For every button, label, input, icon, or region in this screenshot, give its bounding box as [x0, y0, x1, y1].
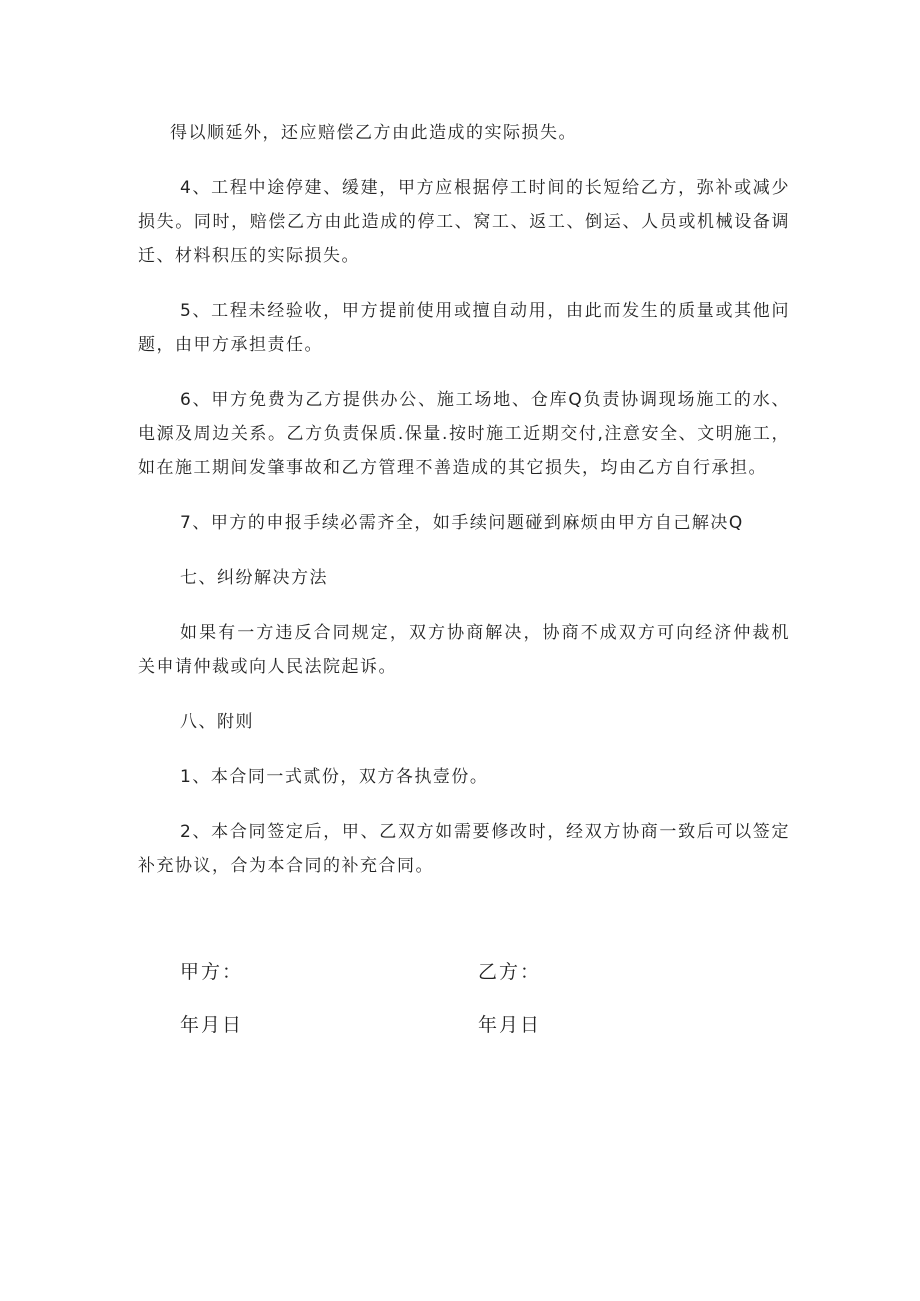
party-a-date: 年月日: [180, 1014, 244, 1036]
clause-4: 4、工程中途停建、缓建，甲方应根据停工时间的长短给乙方，弥补或减少损失。同时，赔偿乙方由此造成的停工、窝工、返工、倒运、人员或机械设备调迁、材料积压的实际损失。: [138, 178, 790, 266]
signature-date-row: [180, 1010, 600, 1063]
section-heading-dispute: 七、纠纷解决方法: [180, 568, 328, 588]
appendix-clause-1: 1、本合同一式贰份，双方各执壹份。: [180, 767, 489, 787]
section-heading-appendix: 八、附则: [180, 712, 254, 732]
signature-block: [180, 957, 600, 1063]
contract-body: [138, 116, 790, 883]
clause-7: 7、甲方的申报手续必需齐全，如手续问题碰到麻烦由甲方自己解决Q: [180, 513, 744, 533]
signature-party-row: [180, 957, 600, 1010]
appendix-clause-2: 2、本合同签定后，甲、乙双方如需要修改时，经双方协商一致后可以签定补充协议，合为本合同的补充合同。: [138, 822, 790, 876]
dispute-paragraph: 如果有一方违反合同规定，双方协商解决，协商不成双方可向经济仲裁机关申请仲裁或向人民法院起诉。: [138, 623, 790, 677]
party-a-label: 甲方：: [180, 961, 244, 983]
party-b-date: 年月日: [478, 1014, 542, 1036]
clause-5: 5、工程未经验收，甲方提前使用或擅自动用，由此而发生的质量或其他问题，由甲方承担责任。: [138, 301, 790, 355]
paragraph-continuation: 得以顺延外，还应赔偿乙方由此造成的实际损失。: [170, 123, 577, 143]
clause-6: 6、甲方免费为乙方提供办公、施工场地、仓库Q负责协调现场施工的水、电源及周边关系。乙方负责保质.保量.按时施工近期交付,注意安全、文明施工，如在施工期间发肇事故和乙方管理不善造成的其它损失，均由乙方自行承担。: [138, 390, 790, 478]
party-b-label: 乙方：: [478, 961, 542, 983]
